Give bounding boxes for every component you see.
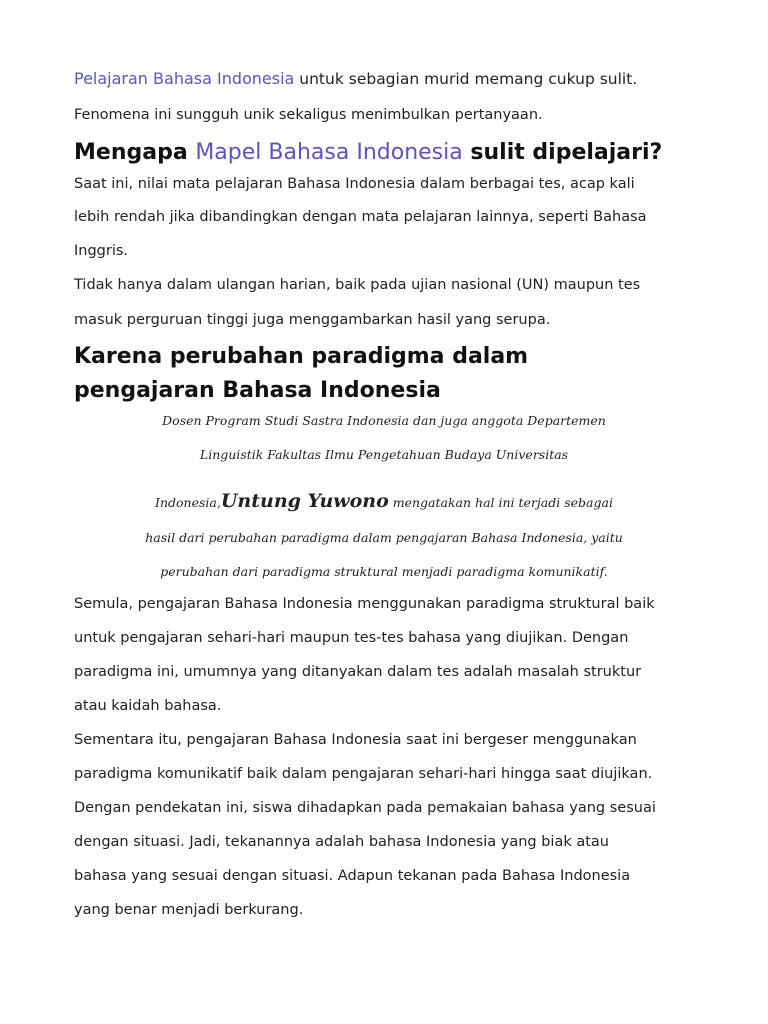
heading1-link[interactable]: Mapel Bahasa Indonesia [195,140,463,165]
paragraph-line: bahasa yang sesuai dengan situasi. Adapun tekanan pada Bahasa Indonesia [74,868,631,884]
quote-line: perubahan dari paradigma struktural menjadi paradigma komunikatif. [160,564,608,579]
quote-line: Dosen Program Studi Sastra Indonesia dan juga anggota Departemen [162,413,606,428]
intro-line-2: Fenomena ini sungguh unik sekaligus menimbulkan pertanyaan. [74,107,543,123]
paragraph-line: Dengan pendekatan ini, siswa dihadapkan pada pemakaian bahasa yang sesuai [74,800,656,816]
paragraph-line: dengan situasi. Jadi, tekanannya adalah bahasa Indonesia yang biak atau [74,834,609,850]
paragraph-line: paradigma ini, umumnya yang ditanyakan dalam tes adalah masalah struktur [74,664,642,680]
heading-paradigm-line-2: pengajaran Bahasa Indonesia [74,378,441,403]
quote-line: Linguistik Fakultas Ilmu Pengetahuan Budaya Universitas [199,447,569,462]
paragraph-line: Inggris. [74,243,129,259]
paragraph-line: Tidak hanya dalam ulangan harian, baik pada ujian nasional (UN) maupun tes [74,277,641,293]
quote-line-with-name [0,488,768,516]
quote-pre: Indonesia, [155,495,221,510]
paragraph-line: paradigma komunikatif baik dalam pengajaran sehari-hari hingga saat diujikan. [74,766,653,782]
intro-link[interactable]: Pelajaran Bahasa Indonesia [74,69,295,88]
paragraph-line: Sementara itu, pengajaran Bahasa Indonesia saat ini bergeser menggunakan [74,732,637,748]
paragraph-line: lebih rendah jika dibandingkan dengan mata pelajaran lainnya, seperti Bahasa [74,209,647,225]
paragraph-line: atau kaidah bahasa. [74,698,222,714]
paragraph-line: masuk perguruan tinggi juga menggambarkan hasil yang serupa. [74,312,551,328]
heading-paradigm-line-1: Karena perubahan paradigma dalam [74,344,529,369]
quote-post: mengatakan hal ini terjadi sebagai [388,495,613,510]
heading-why-difficult [74,138,662,168]
paragraph-line: Semula, pengajaran Bahasa Indonesia menggunakan paradigma struktural baik [74,596,655,612]
intro-line-1 [74,69,637,89]
heading1-pre: Mengapa [74,140,196,165]
heading1-post: sulit dipelajari? [462,140,663,165]
intro-text: untuk sebagian murid memang cukup sulit. [294,70,638,88]
paragraph-line: yang benar menjadi berkurang. [74,902,304,918]
paragraph-line: untuk pengajaran sehari-hari maupun tes-tes bahasa yang diujikan. Dengan [74,630,629,646]
quote-line: hasil dari perubahan paradigma dalam pengajaran Bahasa Indonesia, yaitu [145,530,623,545]
paragraph-line: Saat ini, nilai mata pelajaran Bahasa Indonesia dalam berbagai tes, acap kali [74,176,635,192]
speaker-name: Untung Yuwono [220,490,389,512]
